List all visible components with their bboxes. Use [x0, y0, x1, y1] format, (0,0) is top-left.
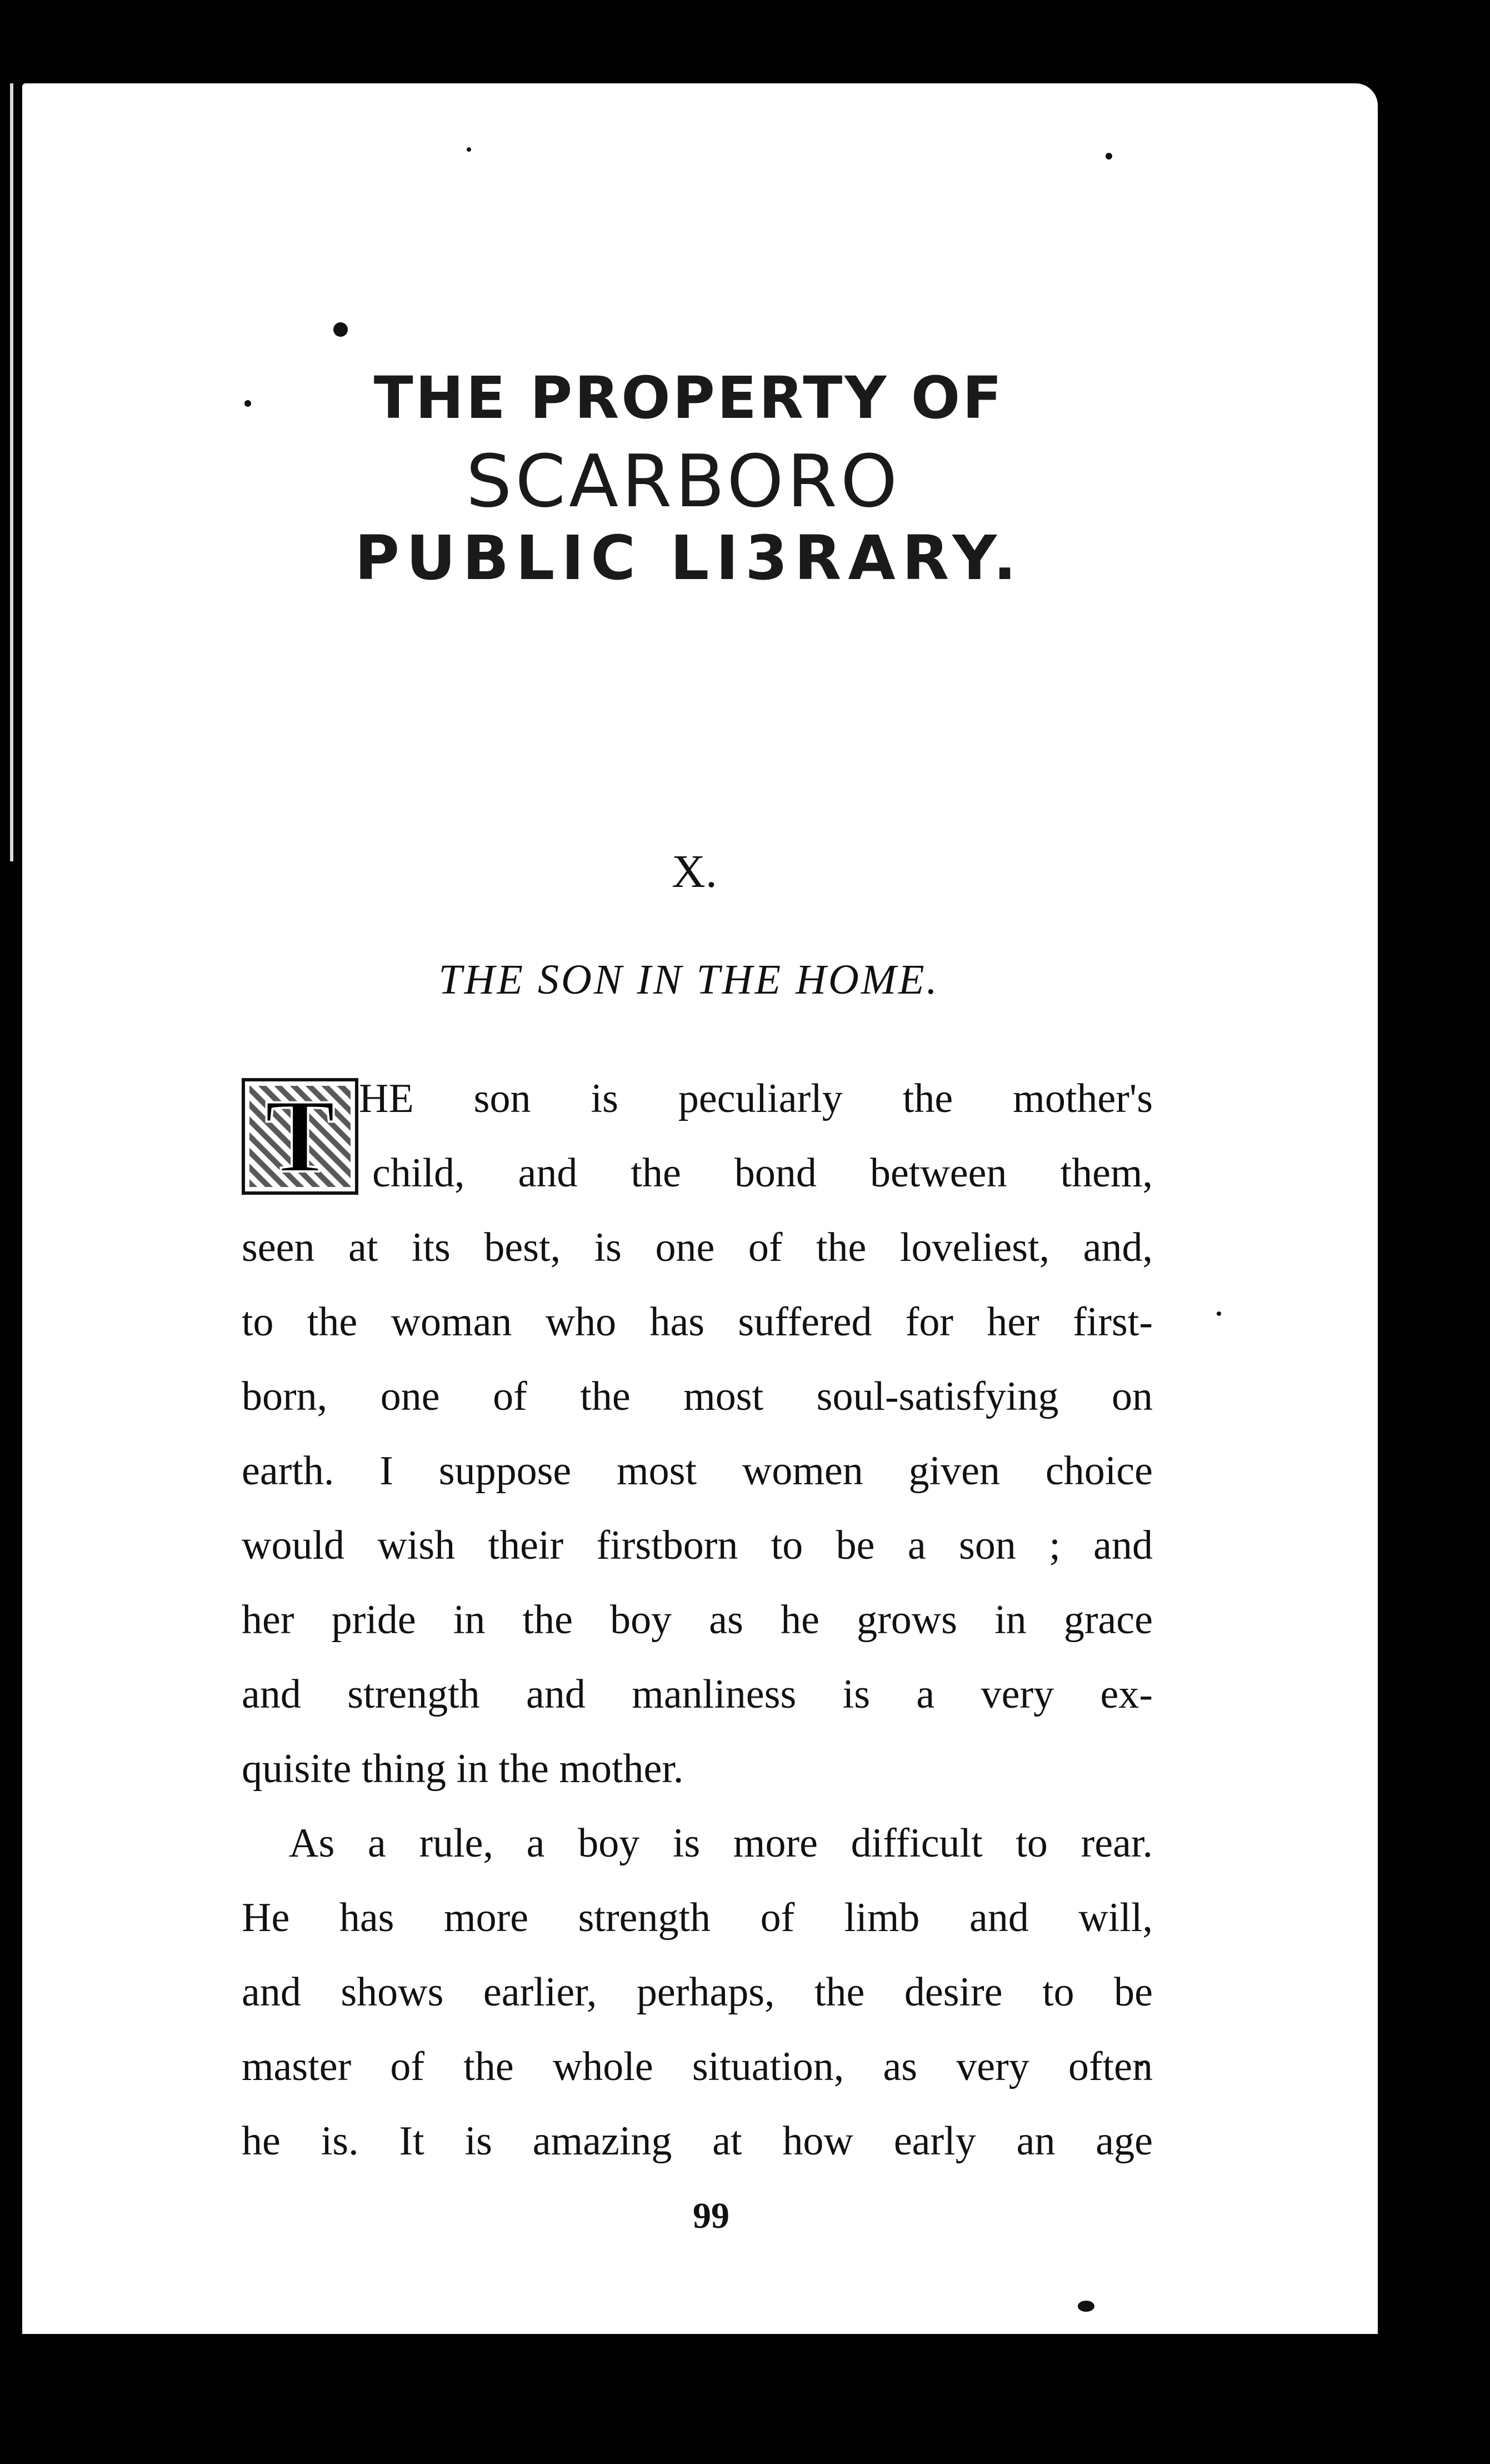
text-line: and shows earlier, perhaps, the desire to be [242, 1969, 1153, 2015]
text-line: master of the whole situation, as very often [242, 2044, 1153, 2089]
page-number: 99 [693, 2196, 729, 2236]
speck [467, 147, 471, 152]
text-line: child, and the bond between them, [372, 1150, 1153, 1196]
text-line: As a rule, a boy is more difficult to rear. [289, 1820, 1153, 1866]
library-stamp-line-1: THE PROPERTY OF [373, 364, 1004, 432]
text-line: he is. It is amazing at how early an age [242, 2118, 1153, 2164]
text-line: quisite thing in the mother. [242, 1746, 684, 1792]
speck [1078, 2301, 1094, 2312]
scan-bottom-edge [22, 2334, 1389, 2464]
speck [1217, 1311, 1221, 1316]
paragraph-1-indented-lines [359, 1061, 1153, 1210]
text-line: He has more strength of limb and will, [242, 1895, 1153, 1941]
paragraph-2 [242, 1806, 1153, 2178]
chapter-title: THE SON IN THE HOME. [438, 956, 939, 1003]
text-line: born, one of the most soul-satisfying on [242, 1374, 1153, 1419]
binding-line [10, 83, 13, 861]
drop-cap-letter: T [264, 1078, 336, 1195]
text-line: her pride in the boy as he grows in grace [242, 1597, 1153, 1643]
library-stamp-line-2: SCARBORO [466, 439, 901, 523]
text-line: to the woman who has suffered for her first- [242, 1299, 1153, 1345]
text-line: would wish their firstborn to be a son ; and [242, 1523, 1153, 1568]
text-line: HE son is peculiarly the mother's [359, 1076, 1153, 1121]
speck [333, 322, 348, 337]
speck [1106, 153, 1112, 159]
text-line: earth. I suppose most women given choice [242, 1448, 1153, 1494]
binding-edge [0, 83, 22, 2390]
library-stamp-line-3: PUBLIC LI3RARY. [354, 522, 1023, 593]
text-line: and strength and manliness is a very ex- [242, 1672, 1153, 1717]
paragraph-1 [242, 1210, 1153, 1806]
drop-cap [242, 1078, 358, 1195]
book-page [22, 83, 1378, 2390]
chapter-number: X. [672, 846, 717, 897]
text-line: seen at its best, is one of the loveliest, and, [242, 1225, 1153, 1270]
